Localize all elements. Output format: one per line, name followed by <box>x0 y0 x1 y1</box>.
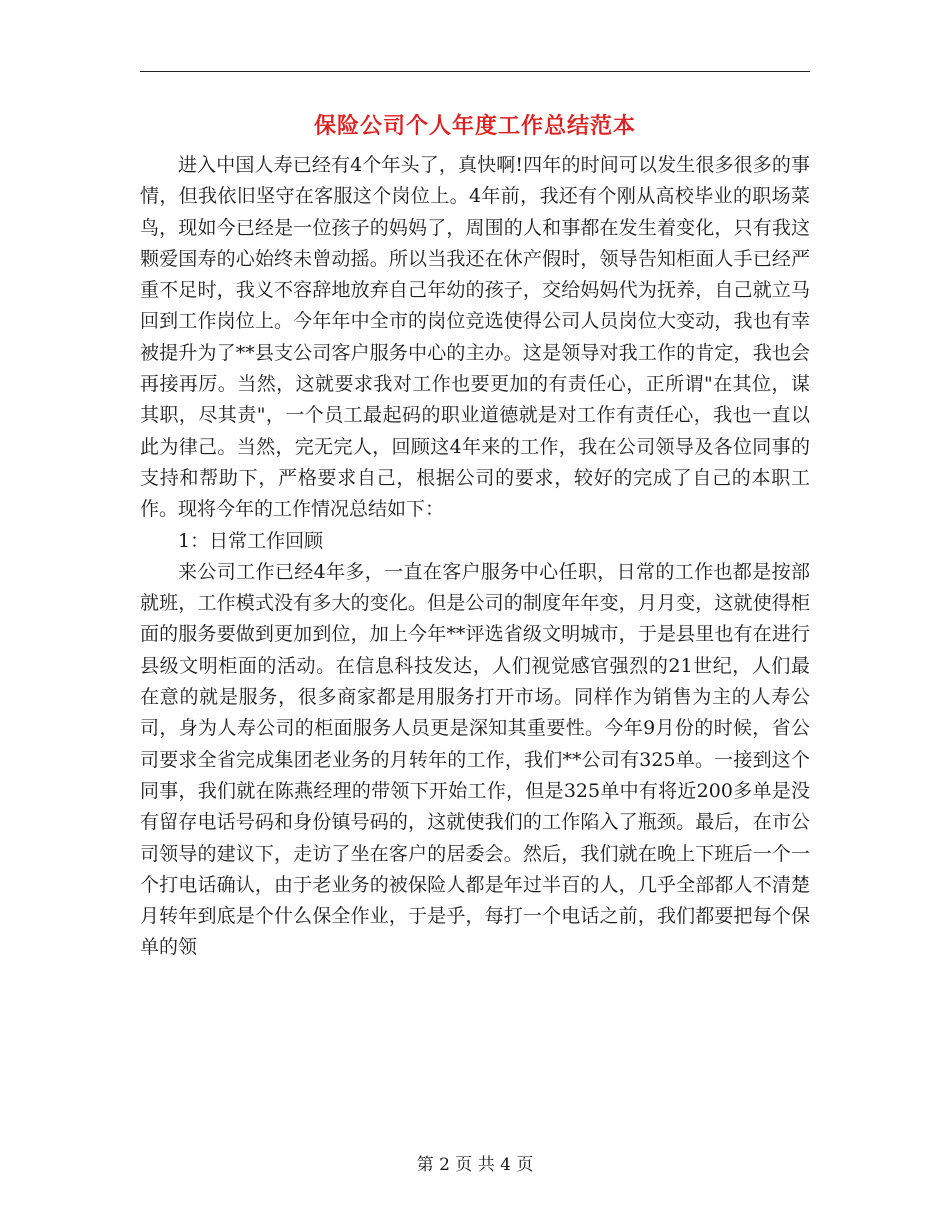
document-body <box>140 150 810 964</box>
page-footer: 第 2 页 共 4 页 <box>416 1155 534 1175</box>
intro-paragraph: 进入中国人寿已经有4个年头了，真快啊!四年的时间可以发生很多很多的事情，但我依旧坚守在客服这个岗位上。4年前，我还有个刚从高校毕业的职场菜鸟，现如今已经是一位孩子的妈妈了，周围的人和事都在发生着变化，只有我这颗爱国寿的心始终未曾动摇。所以当我还在休产假时，领导告知柜面人手已经严重不足时，我义不容辞地放弃自己年幼的孩子，交给妈妈代为抚养，自己就立马回到工作岗位上。今年年中全市的岗位竞选使得公司人员岗位大变动，我也有幸被提升为了**县支公司客户服务中心的主办。这是领导对我工作的肯定，我也会再接再厉。当然，这就要求我对工作也要更加的有责任心，正所谓"在其位，谋其职，尽其责"，一个员工最起码的职业道德就是对工作有责任心，我也一直以此为律己。当然，完无完人，回顾这4年来的工作，我在公司领导及各位同事的支持和帮助下，严格要求自己，根据公司的要求，较好的完成了自己的本职工作。现将今年的工作情况总结如下： <box>140 154 810 521</box>
document-title: 保险公司个人年度工作总结范本 <box>313 113 636 139</box>
header-rule <box>140 71 810 72</box>
section-heading: 1：日常工作回顾 <box>178 529 324 552</box>
body-paragraph: 来公司工作已经4年多，一直在客户服务中心任职，日常的工作也都是按部就班，工作模式没有多大的变化。但是公司的制度年年变，月月变，这就使得柜面的服务要做到更加到位，加上今年**评选省级文明城市，于是县里也有在进行县级文明柜面的活动。在信息科技发达，人们视觉感官强烈的21世纪，人们最在意的就是服务，很多商家都是用服务打开市场。同样作为销售为主的人寿公司，身为人寿公司的柜面服务人员更是深知其重要性。今年9月份的时候，省公司要求全省完成集团老业务的月转年的工作，我们**公司有325单。一接到这个同事，我们就在陈燕经理的带领下开始工作，但是325单中有将近200多单是没有留存电话号码和身份镇号码的，这就使我们的工作陷入了瓶颈。最后，在市公司领导的建议下，走访了坐在客户的居委会。然后，我们就在晚上下班后一个一个打电话确认，由于老业务的被保险人都是年过半百的人，几乎全部都人不清楚月转年到底是个什么保全作业，于是乎，每打一个电话之前，我们都要把每个保单的领 <box>140 560 810 959</box>
